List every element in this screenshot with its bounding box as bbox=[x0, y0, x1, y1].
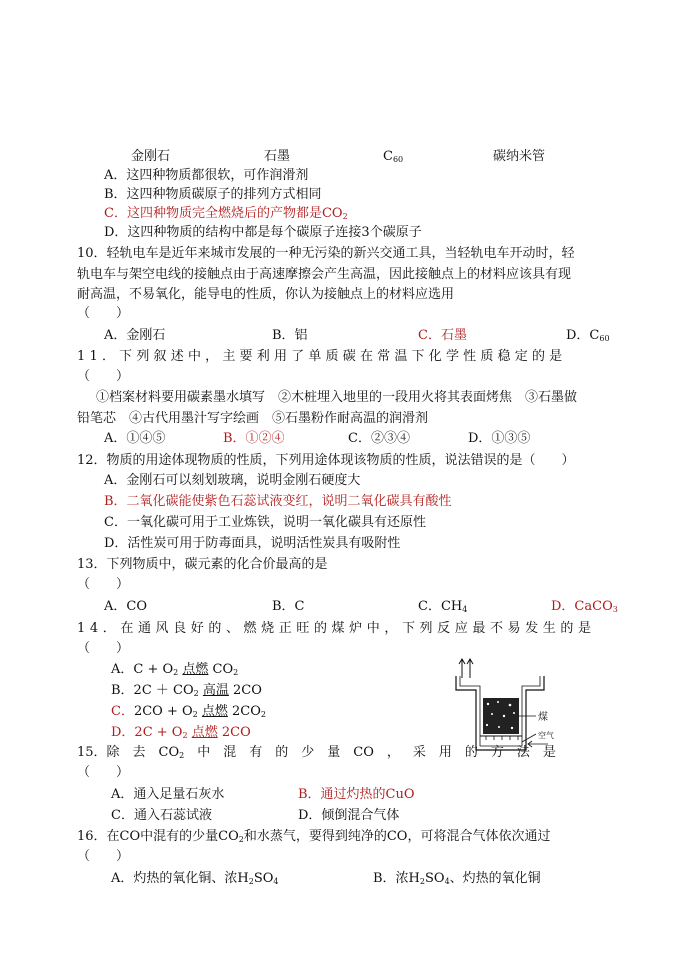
q15-option-b: B．通过灼热的CuO bbox=[298, 787, 415, 802]
q10-option-c: C．石墨 bbox=[418, 328, 467, 343]
air-label: 空气 bbox=[538, 731, 554, 740]
q9-option-a: A．这四种物质都很软，可作润滑剂 bbox=[104, 168, 309, 183]
q9-option-c: C．这四种物质完全燃烧后的产物都是$CO_2$ bbox=[104, 206, 348, 221]
q13-option-a: A．CO bbox=[104, 599, 147, 614]
coal-label: 煤 bbox=[538, 712, 548, 723]
q14-paren: （ ） bbox=[77, 641, 130, 656]
q13-paren: （ ） bbox=[77, 577, 130, 592]
q11-option-d: D．①③⑤ bbox=[468, 431, 531, 446]
q16-option-b: B．浓$H_2SO_4$、灼热的氧化铜 bbox=[373, 871, 541, 886]
q10-text-3: 耐高温，不易氧化，能导电的性质，你认为接触点上的材料应选用 bbox=[77, 287, 455, 302]
q10-option-d: D．$C_{60}$ bbox=[566, 328, 610, 343]
q13-option-b: B．C bbox=[272, 599, 305, 614]
q11-option-a: A．①④⑤ bbox=[104, 431, 166, 446]
q9-option-b: B．这四种物质碳原子的排列方式相同 bbox=[104, 187, 322, 202]
q12-option-d: D．活性炭可用于防毒面具，说明活性炭具有吸附性 bbox=[104, 536, 401, 551]
label-c60: $C_{60}$ bbox=[383, 149, 404, 164]
q15-option-a: A．通入足量石灰水 bbox=[111, 787, 225, 802]
q12-text: 12．物质的用途体现物质的性质，下列用途体现该物质的性质，说法错误的是（ ） bbox=[77, 453, 575, 468]
q14-option-c: C．$2CO + O_2$ 点燃 $2CO_2$ bbox=[111, 704, 267, 719]
q11-paren: （ ） bbox=[77, 369, 130, 384]
q16-text: 16．在CO中混有的少量$CO_2$和水蒸气，要得到纯净的CO，可将混合气体依次通过 bbox=[77, 829, 551, 844]
q15-paren: （ ） bbox=[77, 765, 130, 780]
q10-option-a: A．金刚石 bbox=[104, 328, 166, 343]
q10-text-1: 10．轻轨电车是近年来城市发展的一种无污染的新兴交通工具，当轻轨电车开动时，轻 bbox=[77, 246, 575, 261]
q13-option-d: D．CaCO$_3$ bbox=[551, 599, 618, 614]
q16-option-a: A．灼热的氧化铜、浓$H_2SO_4$ bbox=[111, 871, 279, 886]
q12-option-c: C．一氧化碳可用于工业炼铁，说明一氧化碳具有还原性 bbox=[104, 515, 426, 530]
q15-text: 15．除 去 $CO_2$ 中 混 有 的 少 量 CO ， 采 用 的 方 法 是 bbox=[77, 745, 556, 760]
q10-text-2: 轨电车与架空电线的接触点由于高速摩擦会产生高温，因此接触点上的材料应该具有现 bbox=[77, 267, 572, 282]
label-graphite: 石墨 bbox=[264, 149, 291, 164]
q16-paren: （ ） bbox=[77, 849, 130, 864]
q12-option-b: B．二氧化碳能使紫色石蕊试液变红，说明二氧化碳具有酸性 bbox=[104, 494, 452, 509]
q11-option-c: C．②③④ bbox=[348, 431, 410, 446]
q14-option-b: B．$2C + CO_2$ 高温 2CO bbox=[111, 683, 262, 698]
label-diamond: 金刚石 bbox=[131, 149, 171, 164]
q11-option-b: B．①②④ bbox=[223, 431, 285, 446]
q9-option-d: D．这四种物质的结构中都是每个碳原子连接3个碳原子 bbox=[104, 225, 422, 240]
q11-text: 11．下列叙述中，主要利用了单质碳在常温下化学性质稳定的是 bbox=[77, 349, 567, 364]
q15-option-d: D．倾倒混合气体 bbox=[298, 808, 400, 823]
q14-option-d: D．$2C + O_2$ 点燃 2CO bbox=[111, 725, 251, 740]
q14-option-a: A．$C + O_2$ 点燃 $CO_2$ bbox=[111, 662, 239, 677]
q11-items-1: ①档案材料要用碳素墨水填写 ②木桩埋入地里的一段用火将其表面烤焦 ③石墨做 bbox=[96, 390, 578, 405]
q10-paren: （ ） bbox=[77, 306, 130, 321]
q13-text: 13．下列物质中，碳元素的化合价最高的是 bbox=[77, 557, 328, 572]
q13-option-c: C．$CH_4$ bbox=[418, 599, 468, 614]
q12-option-a: A．金刚石可以刻划玻璃，说明金刚石硬度大 bbox=[104, 473, 361, 488]
q15-option-c: C．通入石蕊试液 bbox=[111, 808, 212, 823]
q10-option-b: B．铝 bbox=[272, 328, 308, 343]
q14-text: 14．在通风良好的、燃烧正旺的煤炉中，下列反应最不易发生的是 bbox=[77, 621, 596, 636]
q11-items-2: 铅笔芯 ④古代用墨汁写字绘画 ⑤石墨粉作耐高温的润滑剂 bbox=[77, 411, 429, 426]
label-nanotube: 碳纳米管 bbox=[493, 149, 546, 164]
